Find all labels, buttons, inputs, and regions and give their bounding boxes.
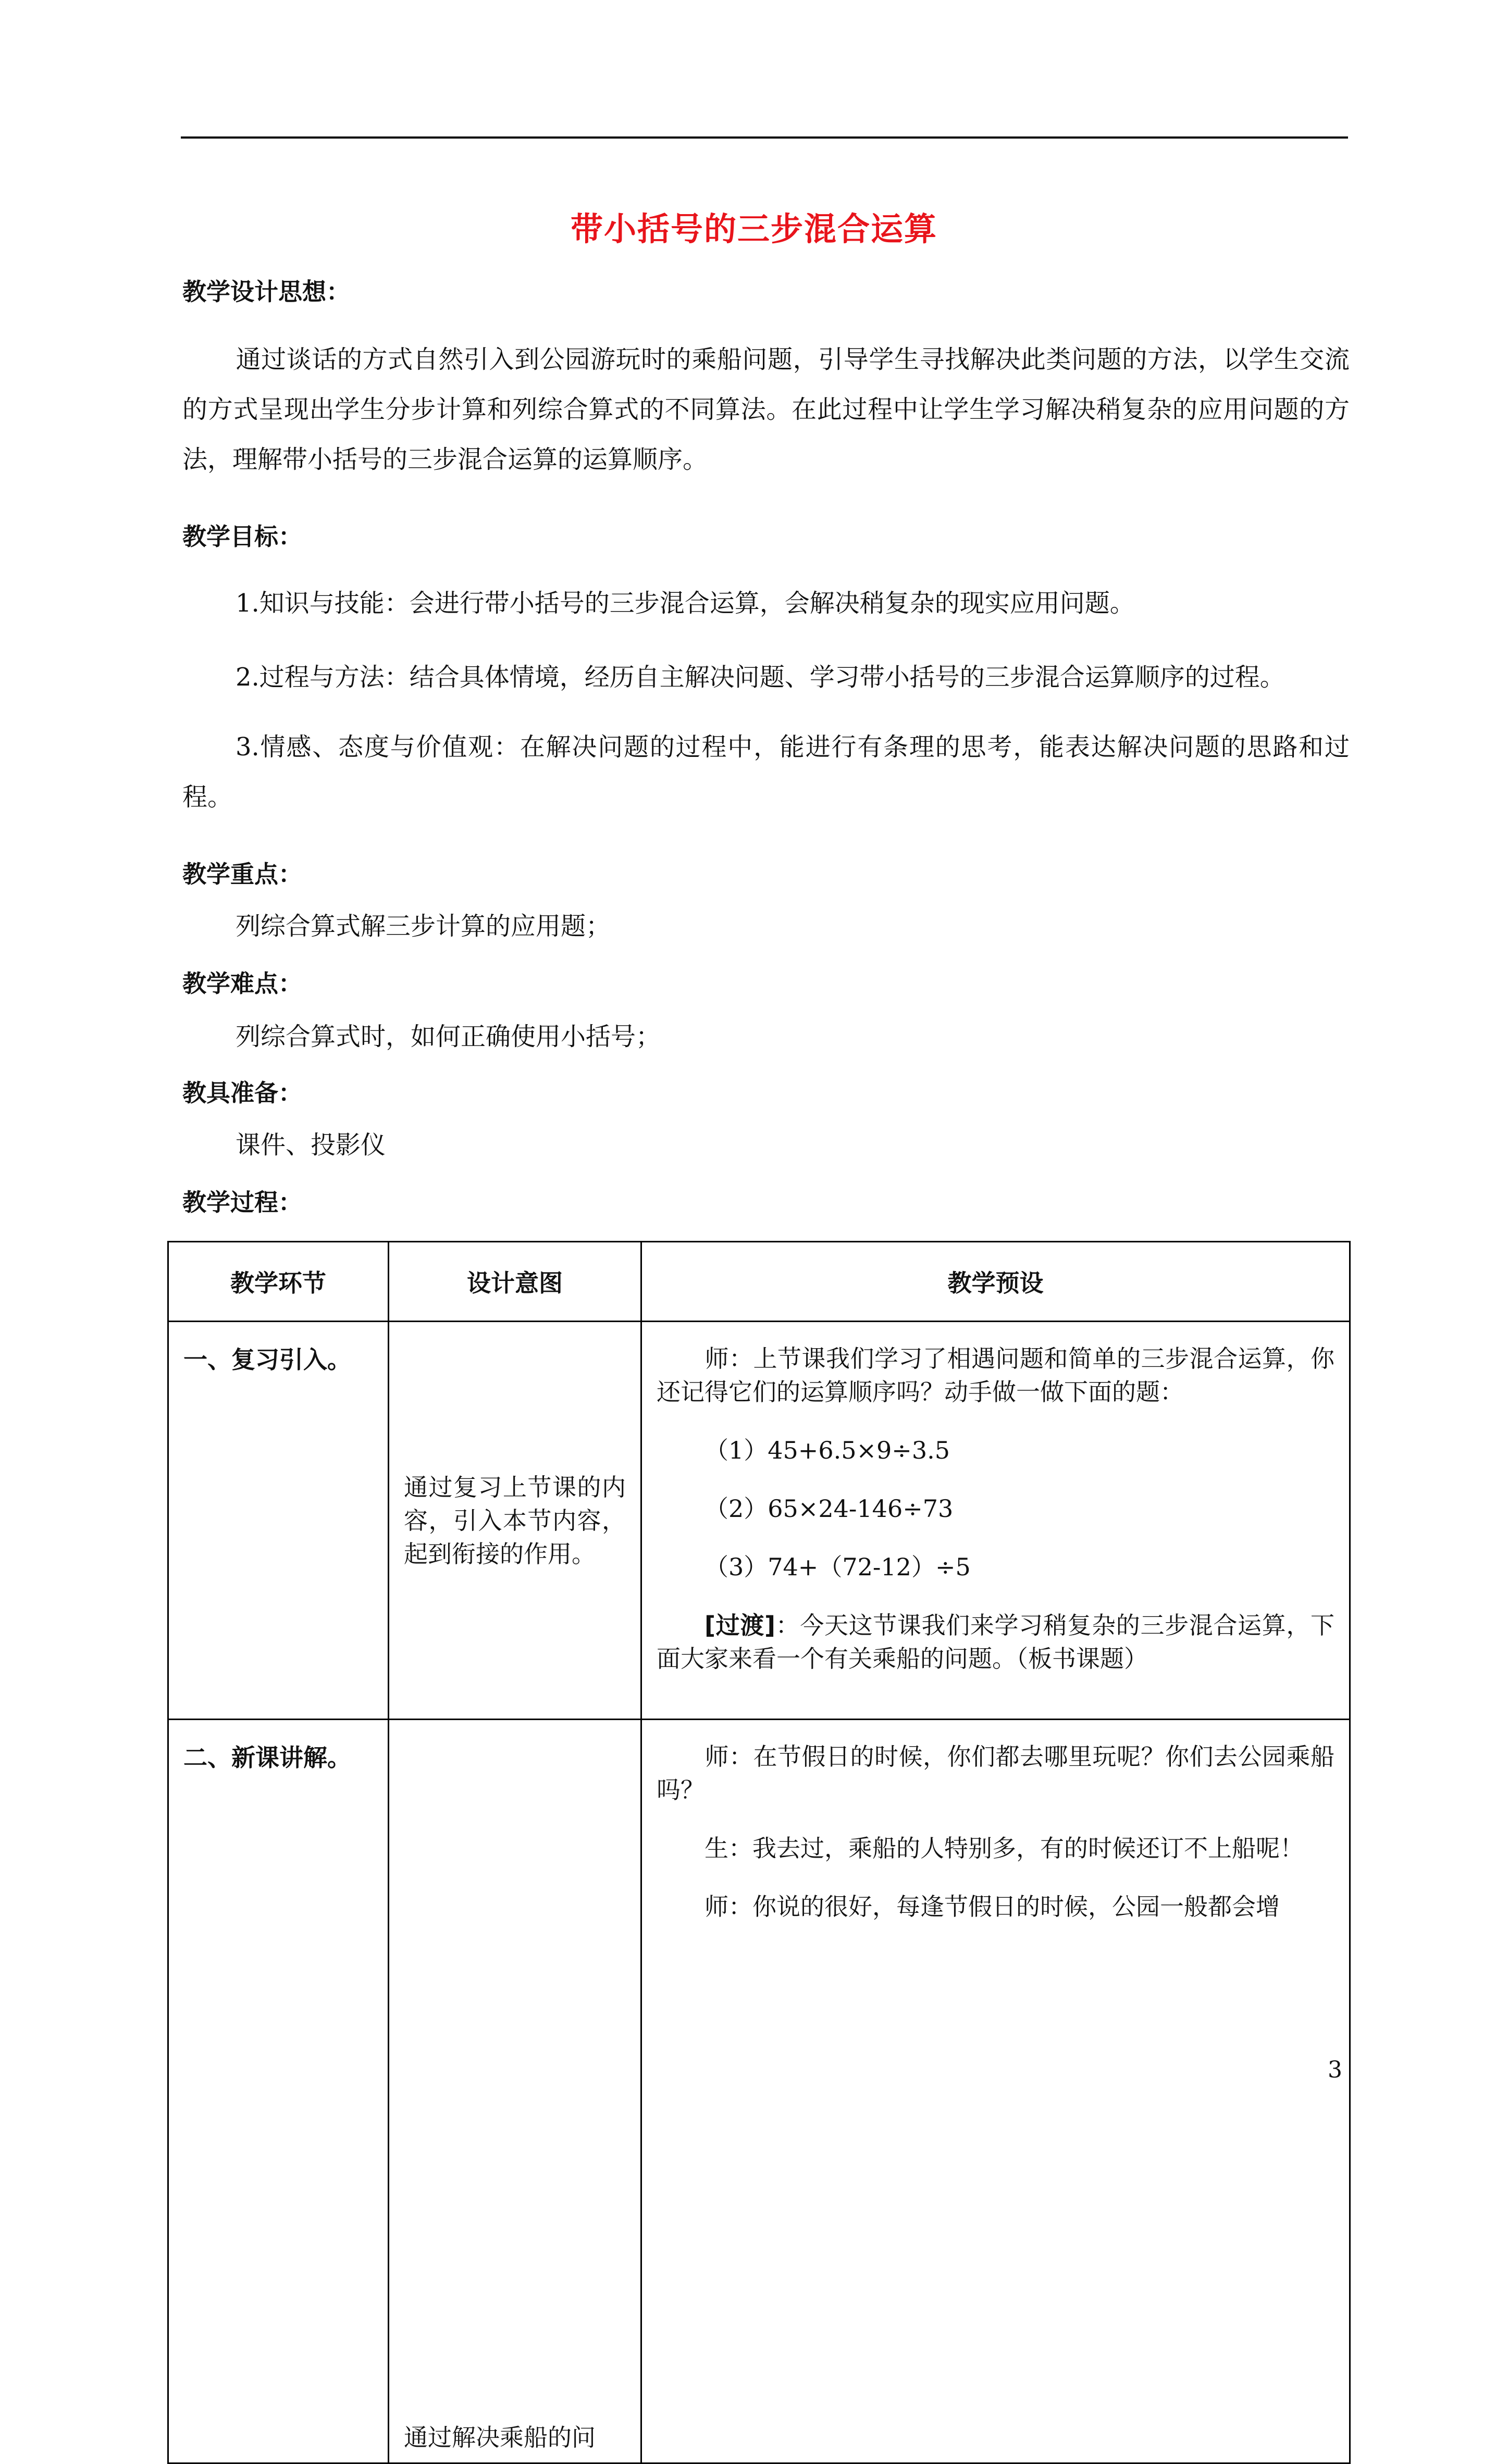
column-header-preset: 教学预设: [641, 1242, 1350, 1322]
teacher-line: [657, 1890, 1334, 1923]
goals-heading: 教学目标：: [182, 522, 302, 551]
column-header-intent: 设计意图: [389, 1242, 641, 1322]
teacher-line: [657, 1740, 1334, 1807]
key-point-text: 列综合算式解三步计算的应用题；: [236, 912, 611, 941]
document-title: 带小括号的三步混合运算: [570, 210, 937, 248]
table-header-row: [168, 1242, 1350, 1322]
intent-cell: 通过复习上节课的内容，引入本节内容，起到衔接的作用。: [389, 1322, 641, 1720]
student-line: [657, 1832, 1334, 1865]
key-point-heading: 教学重点：: [182, 860, 302, 888]
tools-heading: 教具准备：: [182, 1079, 302, 1107]
header-rule: [181, 136, 1348, 139]
page-number: 3: [1328, 2057, 1342, 2083]
preset-cell: [641, 1322, 1350, 1720]
preset-cell: [641, 1720, 1350, 2463]
goal-item-1: 1.知识与技能：会进行带小括号的三步混合运算，会解决稍复杂的现实应用问题。: [236, 589, 1135, 618]
difficulty-text: 列综合算式时，如何正确使用小括号；: [236, 1022, 661, 1051]
equation-2: （2）65×24-146÷73: [704, 1495, 954, 1523]
teacher-line: [657, 1342, 1334, 1409]
equation-3: （3）74+（72-12）÷5: [704, 1553, 971, 1581]
goal-item-3: [182, 722, 1350, 822]
teacher-line-text: 师：在节假日的时候，你们都去哪里玩呢？你们去公园乘船吗？: [657, 1743, 1334, 1804]
teacher-line-text: 师：你说的很好，每逢节假日的时候，公园一般都会增: [704, 1893, 1280, 1921]
stage-cell: 二、新课讲解。: [168, 1720, 389, 2463]
goal-item-2: 2.过程与方法：结合具体情境，经历自主解决问题、学习带小括号的三步混合运算顺序的过程。: [236, 663, 1285, 692]
stage-cell: 一、复习引入。: [168, 1322, 389, 1720]
design-idea-heading: 教学设计思想：: [182, 278, 350, 306]
transition-line: [657, 1609, 1334, 1675]
process-heading: 教学过程：: [182, 1188, 302, 1216]
design-idea-text: [182, 334, 1350, 484]
table-row: [168, 1720, 1350, 2463]
column-header-stage: 教学环节: [168, 1242, 389, 1322]
teacher-line-text: 师：上节课我们学习了相遇问题和简单的三步混合运算，你还记得它们的运算顺序吗？动手做一做下面的题：: [657, 1345, 1334, 1406]
tools-text: 课件、投影仪: [236, 1130, 386, 1160]
table-row: [168, 1322, 1350, 1720]
goal-item-3-text: 3.情感、态度与价值观：在解决问题的过程中，能进行有条理的思考，能表达解决问题的思路和过程。: [182, 732, 1350, 812]
student-line-text: 生：我去过，乘船的人特别多，有的时候还订不上船呢！: [704, 1834, 1304, 1862]
transition-text: ：今天这节课我们来学习稍复杂的三步混合运算，下面大家来看一个有关乘船的问题。（板书课题）: [657, 1611, 1335, 1673]
equation-1: （1）45+6.5×9÷3.5: [704, 1436, 950, 1464]
difficulty-heading: 教学难点：: [182, 969, 302, 998]
teaching-process-table: [167, 1241, 1351, 2464]
intent-cell: 通过解决乘船的问: [389, 1720, 641, 2463]
transition-tag: [过渡]: [704, 1611, 776, 1639]
design-idea-body: 通过谈话的方式自然引入到公园游玩时的乘船问题，引导学生寻找解决此类问题的方法，以学生交流的方式呈现出学生分步计算和列综合算式的不同算法。在此过程中让学生学习解决稍复杂的应用问题的方法，理解带小括号的三步混合运算的运算顺序。: [182, 345, 1350, 474]
